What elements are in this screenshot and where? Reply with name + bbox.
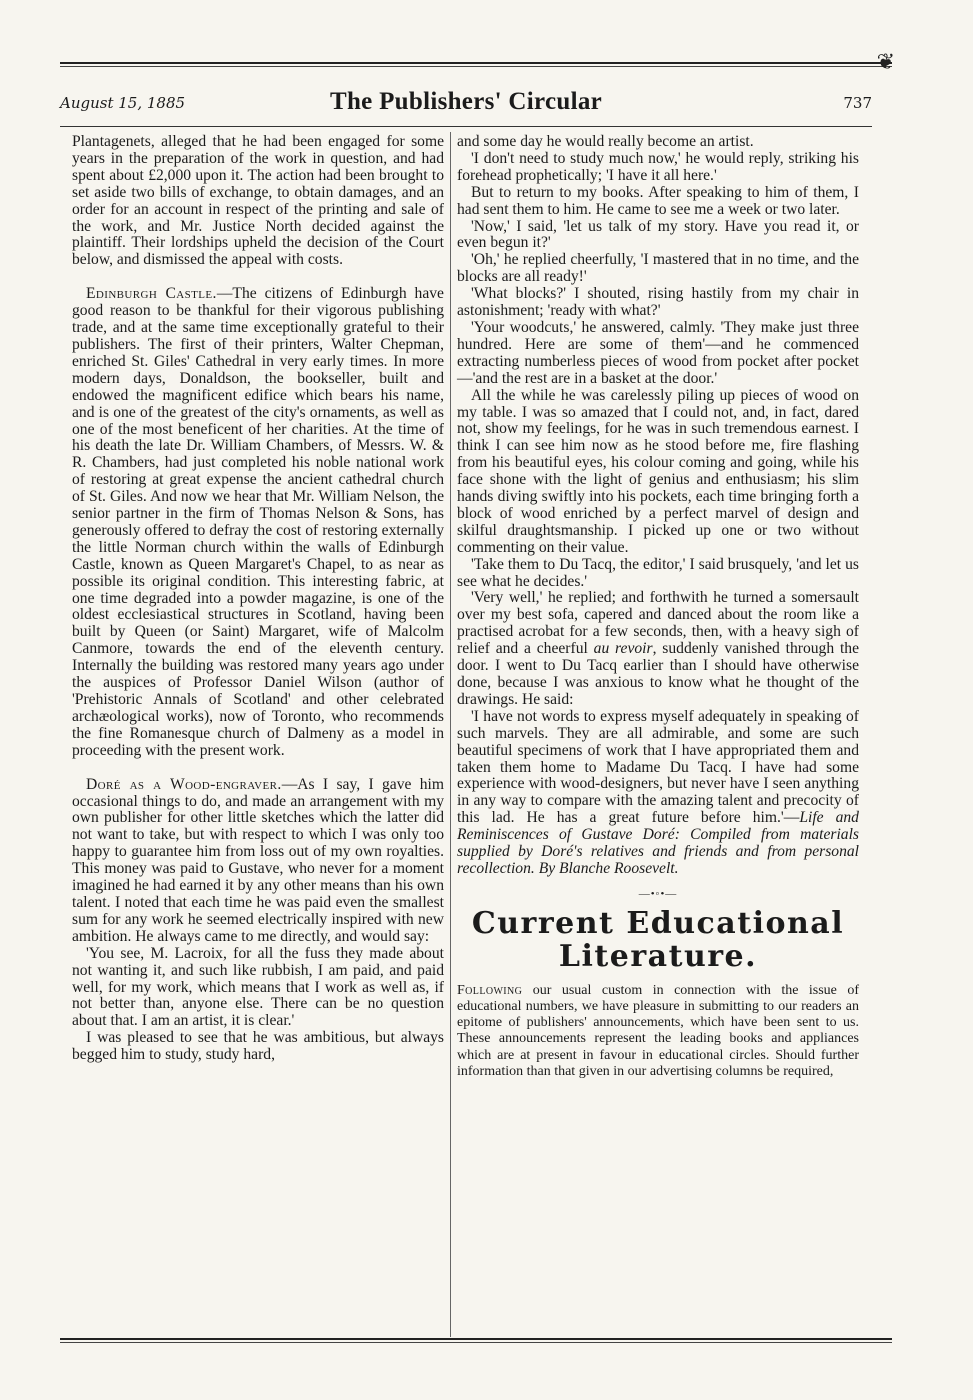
page-number: 737	[843, 94, 872, 112]
left-column	[72, 134, 444, 1064]
paragraph-plantagenets: Plantagenets, alleged that he had been engaged for some years in the preparation of the work in question, and had spent about £2,000 upon it. The action had been brought to set aside two bills of exchange, to obtain damages, and an order for an account in respect of the printing and sale of the work, and Mr. Justice North decided against the plaintiff. Their lordships upheld the decision of the Court below, and dismissed the appeal with costs.	[72, 133, 444, 269]
section-divider: —•◦•—	[638, 887, 678, 900]
paragraph-r10	[457, 590, 859, 708]
paragraph-r6: 'What blocks?' I shouted, rising hastily from my chair in astonishment; 'ready with what?'	[457, 285, 859, 320]
au-revoir: au revoir	[593, 640, 653, 658]
journal-title: The Publishers' Circular	[329, 88, 603, 115]
top-rule	[60, 62, 892, 64]
top-rule-thin	[60, 66, 892, 67]
paragraph-r1: and some day he would really become an artist.	[457, 133, 754, 150]
edinburgh-text: —The citizens of Edinburgh have good reason to be thankful for their vigorous publishing trade, and at the same time exceptionally grateful to their publishers. The first of their printers, Walter Chepman, enriched St. Giles' Cathedral in very early times. In more modern days, Donaldson, the bookseller, built and endowed the magnificent edifice which bears his name, and is one of the greatest of the city's ornaments, as well as one of the most beneficent of her charities. At the time of his death the late Dr. William Chambers, of Messrs. W. & R. Chambers, had just completed his noble national work of restoring at great expense the ancient cathedral church of St. Giles. And now we hear that Mr. William Nelson, the senior partner in the firm of Thomas Nelson & Sons, has generously offered to defray the cost of restoring externally the little Norman church within the walls of Edinburgh Castle, known as Queen Margaret's Chapel, to as near as possible its original condition. This interesting fabric, at one time degraded into a powder magazine, is one of the oldest ecclesiastical structures in Scotland, having been built by Queen (or Saint) Margaret, wife of Malcolm Canmore, towards the end of the eleventh century. Internally the building was restored many years ago under the auspices of Professor Daniel Wilson (author of 'Prehistoric Annals of Scotland' and other celebrated archæological works), now of Toronto, who recommends the fine Romanesque church of Dalmeny as a model in proceeding with the present work.	[72, 285, 444, 759]
bottom-rule-thin	[60, 1342, 892, 1343]
paragraph-r3: But to return to my books. After speaking to him of them, I had sent them to him. He came to see me a week or two later.	[457, 183, 859, 218]
bottom-rule	[60, 1338, 892, 1340]
paragraph-dore-wood-engraver	[72, 777, 444, 946]
issue-date: August 15, 1885	[60, 94, 186, 112]
paragraph-r8: All the while he was carelessly piling up pieces of wood on my table. I was so amazed that I could not, and, in fact, dared not, show my feelings, for he was in such tremendous earnest. I think I can see him now as he stood before me, fire flashing from his beautiful eyes, his colour coming and going, while his face shone with the light of genius and enthusiasm; his slim hands diving swiftly into his pockets, each time bringing forth a block of wood enriched by a perfect marvel of design and skilful draughtsmanship. I picked up one or two without commenting on their value.	[457, 386, 859, 556]
paragraph-following	[457, 983, 859, 1080]
r11-text: 'I have not words to express myself adequately in speaking of such marvels. They are all admirable, and some are such beautiful specimens of work that I have appropriated them and taken them home to Madame Du Tacq. I have had some experience with wood-designers, but never have I seen anything in any way to compare with the amazing talent and precocity of this lad. He has a great future before him.'—	[457, 707, 859, 827]
corner-ornament-icon: ❦	[876, 50, 895, 75]
paragraph-pleased: I was pleased to see that he was ambitious, but always begged him to study, study hard,	[72, 1029, 444, 1064]
paragraph-edinburgh-castle	[72, 286, 444, 759]
following-lead: Following	[457, 982, 523, 998]
edinburgh-heading: Edinburgh Castle.	[86, 285, 217, 303]
section-title	[457, 907, 859, 973]
header-rule	[60, 126, 872, 127]
paragraph-you-see: 'You see, M. Lacroix, for all the fuss they made about not wanting it, and such like rubbish, I am paid, and paid well, for my work, which means that I work as well as, if not better than, anyone else. There can be no question about that. I am an artist, it is clear.'	[72, 944, 444, 1030]
section-title-line1: Current Educational	[471, 905, 845, 941]
paragraph-r7: 'Your woodcuts,' he answered, calmly. 'They make just three hundred. Here are some of them'—and he commenced extracting numberless pieces of wood from pocket after pocket—'and the rest are in a basket at the door.'	[457, 318, 859, 387]
r10-text-b: , suddenly vanished through the door. I went to Du Tacq earlier than I should have otherwise done, because I was anxious to know what he thought of the drawings. He said:	[457, 640, 859, 708]
paragraph-r5: 'Oh,' he replied cheerfully, 'I mastered that in no time, and the blocks are all ready!'	[457, 251, 859, 286]
paragraph-r2: 'I don't need to study much now,' he would reply, striking his forehead prophetically; 'I have it all here.'	[457, 149, 859, 184]
r10-text-a: 'Very well,' he replied; and forthwith he turned a somersault over my best sofa, capered and danced about the room like a practised acrobat for a few seconds, then, with a heavy sigh of relief and a cheerful	[457, 589, 859, 658]
following-text: our usual custom in connection with the issue of educational numbers, we have pleasure in submitting to our readers an epitome of publishers' announcements, which have been sent to us. These announcements represent the leading books and appliances which are at present in favour in educational circles. Should further information than that given in our advertising columns be required,	[457, 982, 859, 1079]
dore-heading: Doré as a Wood-engraver.	[86, 775, 282, 793]
paragraph-r4: 'Now,' I said, 'let us talk of my story. Have you read it, or even begun it?'	[457, 217, 859, 252]
right-column	[457, 134, 859, 1080]
column-separator	[450, 132, 451, 1337]
dore-text: —As I say, I gave him occasional things to do, and made an arrangement with my own publisher for other little sketches which the latter did not want to take, but with respect to which I was only too happy to guarantee him from loss out of my own royalties. This money was paid to Gustave, who never for a moment imagined he had earned it by any other means than his own talent. I noted that each time he was paid even the smallest sum for any work he seemed electrically inspired with new ambition. He always came to me directly, and would say:	[72, 775, 444, 945]
paragraph-r9: 'Take them to Du Tacq, the editor,' I said brusquely, 'and let us see what he decides.'	[457, 555, 859, 590]
paragraph-r11	[457, 709, 859, 878]
section-title-line2: Literature.	[558, 938, 758, 974]
page-header	[60, 88, 872, 118]
citation: Life and Reminiscences of Gustave Doré: Compiled from materials supplied by Doré's relatives and friends and from personal recollection. By Blanche Roosevelt.	[457, 809, 859, 877]
